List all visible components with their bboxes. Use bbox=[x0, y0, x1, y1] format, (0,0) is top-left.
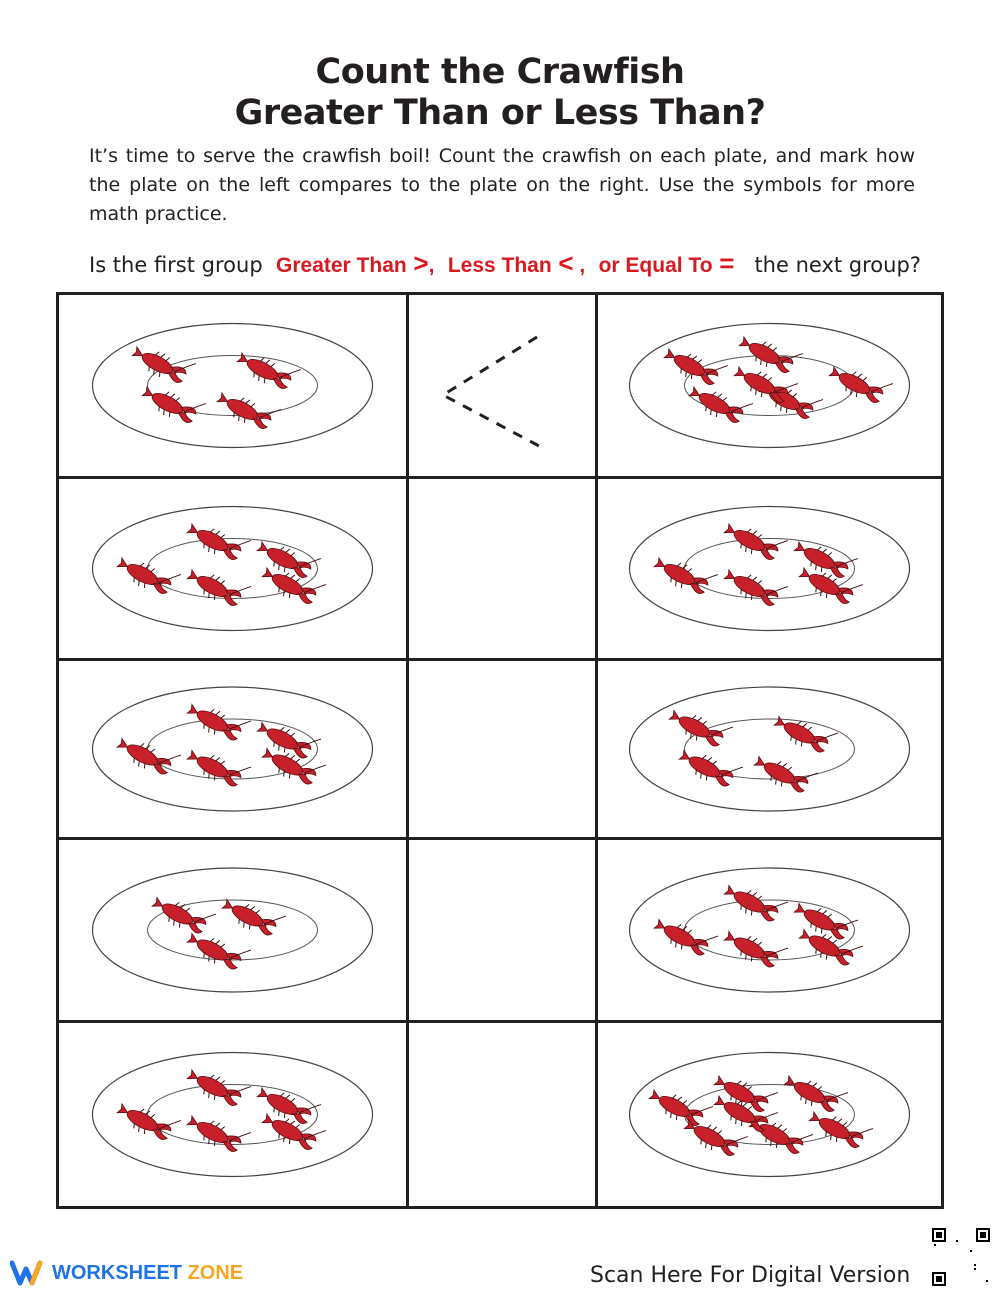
equal-symbol: = bbox=[719, 248, 735, 278]
plate-rim bbox=[93, 868, 373, 992]
less-than-symbol: < bbox=[558, 248, 574, 278]
equal-to-label: or Equal To bbox=[598, 254, 713, 277]
left-plate-cell bbox=[59, 295, 406, 476]
less-than-trace-icon bbox=[409, 295, 595, 476]
plate-illustration bbox=[59, 661, 406, 837]
plate-illustration bbox=[59, 295, 406, 476]
plate-illustration bbox=[598, 840, 941, 1020]
worksheet-zone-logo[interactable] bbox=[10, 1259, 243, 1287]
greater-than-label: Greater Than bbox=[276, 254, 407, 277]
right-plate-cell bbox=[598, 840, 941, 1020]
answer-box[interactable] bbox=[409, 1023, 595, 1206]
answer-box[interactable] bbox=[409, 840, 595, 1020]
right-plate-cell bbox=[598, 661, 941, 837]
answer-box[interactable] bbox=[409, 661, 595, 837]
greater-than-symbol: > bbox=[413, 248, 429, 278]
plate-illustration bbox=[59, 479, 406, 658]
left-plate-cell bbox=[59, 661, 406, 837]
plate-rim bbox=[630, 687, 910, 811]
answer-box[interactable] bbox=[409, 479, 595, 658]
answer-box[interactable] bbox=[409, 295, 595, 476]
plate-illustration bbox=[598, 479, 941, 658]
brand-zone: ZONE bbox=[187, 1261, 244, 1284]
plate-illustration bbox=[598, 1023, 941, 1206]
right-plate-cell bbox=[598, 479, 941, 658]
plate-illustration bbox=[598, 295, 941, 476]
left-plate-cell bbox=[59, 1023, 406, 1206]
plate-illustration bbox=[59, 840, 406, 1020]
scan-text: Scan Here For Digital Version bbox=[590, 1263, 911, 1288]
brand-worksheet: WORKSHEET bbox=[52, 1261, 182, 1284]
instructions-paragraph: It’s time to serve the crawfish boil! Count the crawfish on each plate, and mark how the plate on the left compares to the plate on the right. Use the symbols for more math practice. bbox=[89, 145, 915, 225]
worksheet-title-line1: Count the Crawfish bbox=[315, 52, 685, 92]
plate-rim bbox=[93, 324, 373, 448]
qr-code-graphic bbox=[932, 1228, 990, 1286]
left-plate-cell bbox=[59, 840, 406, 1020]
worksheet-title-line2: Greater Than or Less Than? bbox=[234, 93, 766, 133]
right-plate-cell bbox=[598, 295, 941, 476]
plate-illustration bbox=[598, 661, 941, 837]
question-suffix: the next group? bbox=[754, 253, 921, 277]
question-prefix: Is the first group bbox=[89, 253, 263, 277]
question-line: Is the first group Greater Than >, Less Than < , or Equal To = the next group? bbox=[89, 248, 921, 278]
plate-illustration bbox=[59, 1023, 406, 1206]
right-plate-cell bbox=[598, 1023, 941, 1206]
comparison-grid bbox=[56, 292, 944, 1209]
qr-code-icon[interactable] bbox=[932, 1228, 990, 1286]
less-than-label: Less Than bbox=[447, 254, 552, 277]
logo-icon bbox=[10, 1259, 46, 1287]
left-plate-cell bbox=[59, 479, 406, 658]
